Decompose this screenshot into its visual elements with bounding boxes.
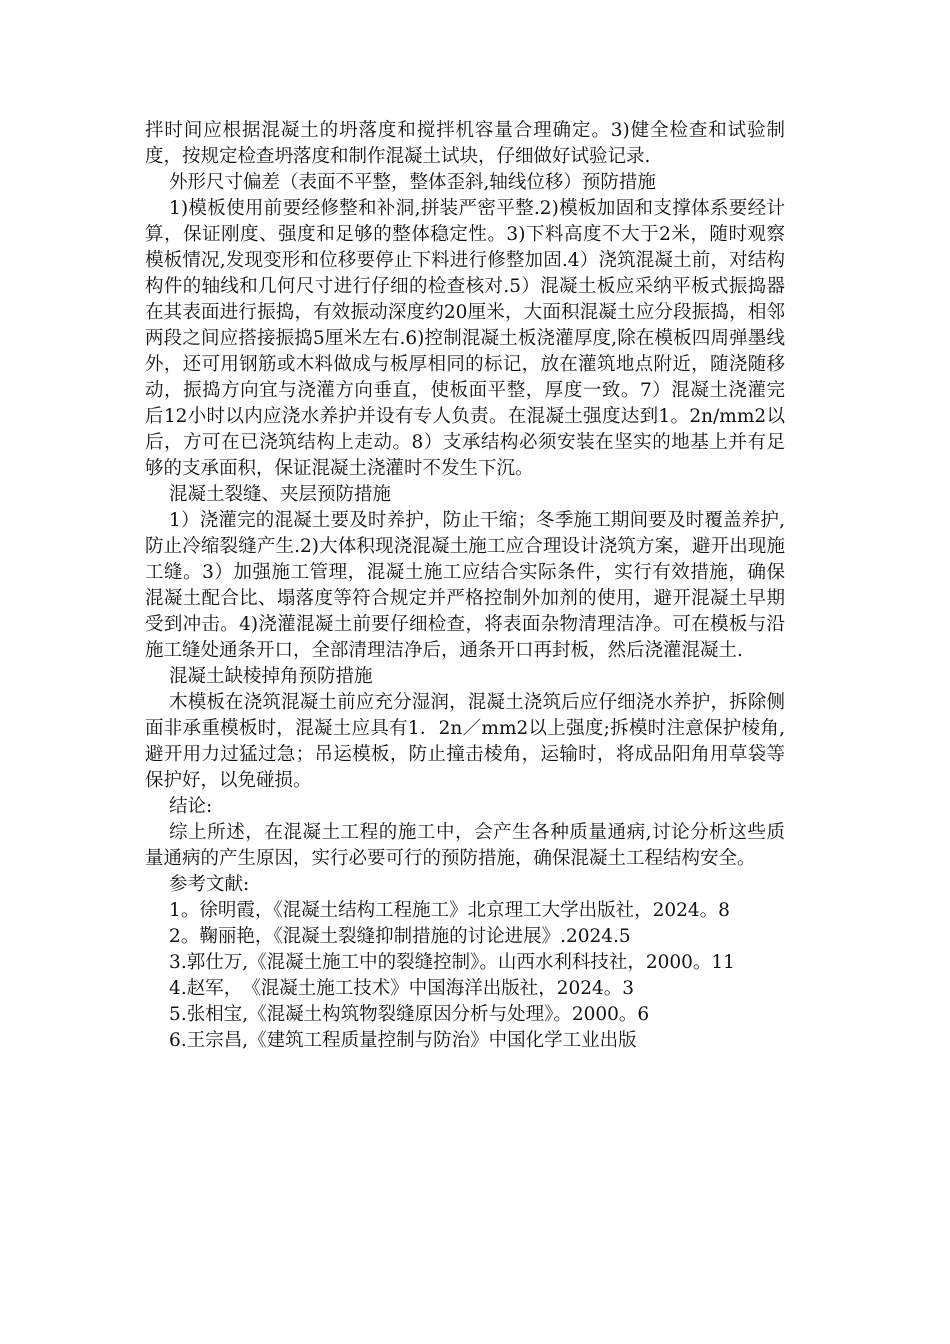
reference-item: 4.赵军， 《混凝土施工技术》中国海洋出版社，2024。3 <box>169 978 635 999</box>
heading-edge-damage: 混凝土缺棱掉角预防措施 <box>169 666 373 687</box>
reference-item: 6.王宗昌,《建筑工程质量控制与防治》中国化学工业出版 <box>169 1030 637 1051</box>
reference-item: 3.郭仕万,《混凝土施工中的裂缝控制》。山西水利科技社，2000。11 <box>169 952 735 973</box>
heading-conclusion: 结论: <box>169 796 213 817</box>
paragraph-formwork-measures: 1)模板使用前要经修整和补洞,拼装严密平整.2)模板加固和支撑体系要经计算，保证刚度、强度和足够的整体稳定性。3)下料高度不大于2米，随时观察模板情况,发现变形和位移要停止下料进行修整加固.4）浇筑混凝土前，对结构构件的轴线和几何尺寸进行仔细的检查核对.5）混凝土板应采纳平板式振捣器在其表面进行振捣，有效振动深度约20厘米，大面积混凝土应分段振捣，相邻两段之间应搭接振捣5厘米左右.6)控制混凝土板浇灌厚度,除在模板四周弹墨线外，还可用钢筋或木料做成与板厚相同的标记，放在灌筑地点附近，随浇随移动，振捣方向宜与浇灌方向垂直，使板面平整，厚度一致。7）混凝土浇灌完后12小时以内应浇水养护并设有专人负责。在混凝土强度达到1。2n/mm2以后，方可在已浇筑结构上走动。8）支承结构必须安装在坚实的地基上并有足够的支承面积，保证混凝土浇灌时不发生下沉。 <box>145 198 785 479</box>
reference-item: 2。鞠丽艳，《混凝土裂缝抑制措施的讨论进展》.2024.5 <box>169 926 631 947</box>
document-body <box>145 118 785 1054</box>
paragraph-edge-measures: 木模板在浇筑混凝土前应充分湿润，混凝土浇筑后应仔细浇水养护，拆除侧面非承重模板时，混凝土应具有1．2n／mm2以上强度;拆模时注意保护棱角,避开用力过猛过急；吊运模板，防止撞击棱角，运输时，将成品阳角用草袋等保护好，以免碰损。 <box>145 692 785 791</box>
heading-crack-prevention: 混凝土裂缝、夹层预防措施 <box>169 484 392 505</box>
paragraph-crack-measures: 1）浇灌完的混凝土要及时养护，防止干缩；冬季施工期间要及时覆盖养护,防止冷缩裂缝产生.2)大体积现浇混凝土施工应合理设计浇筑方案，避开出现施工缝。3）加强施工管理，混凝土施工应结合实际条件，实行有效措施，确保混凝土配合比、塌落度等符合规定并严格控制外加剂的使用，避开混凝土早期受到冲击。4)浇灌混凝土前要仔细检查，将表面杂物清理洁净。可在模板与沿施工缝处通条开口，全部清理洁净后，通条开口再封板，然后浇灌混凝土. <box>145 510 785 661</box>
reference-item: 5.张相宝,《混凝土构筑物裂缝原因分析与处理》。2000。6 <box>169 1004 650 1025</box>
paragraph-conclusion: 综上所述，在混凝土工程的施工中，会产生各种质量通病,讨论分析这些质量通病的产生原因，实行必要可行的预防措施，确保混凝土工程结构安全。 <box>145 822 785 869</box>
reference-item: 1。徐明霞，《混凝土结构工程施工》北京理工大学出版社，2024。8 <box>169 900 730 921</box>
paragraph-mixing-time: 拌时间应根据混凝土的坍落度和搅拌机容量合理确定。3)健全检查和试验制度，按规定检查坍落度和制作混凝土试块，仔细做好试验记录. <box>145 120 785 167</box>
heading-references: 参考文献: <box>169 874 250 895</box>
heading-dimension-deviation: 外形尺寸偏差（表面不平整，整体歪斜,轴线位移）预防措施 <box>169 172 656 193</box>
